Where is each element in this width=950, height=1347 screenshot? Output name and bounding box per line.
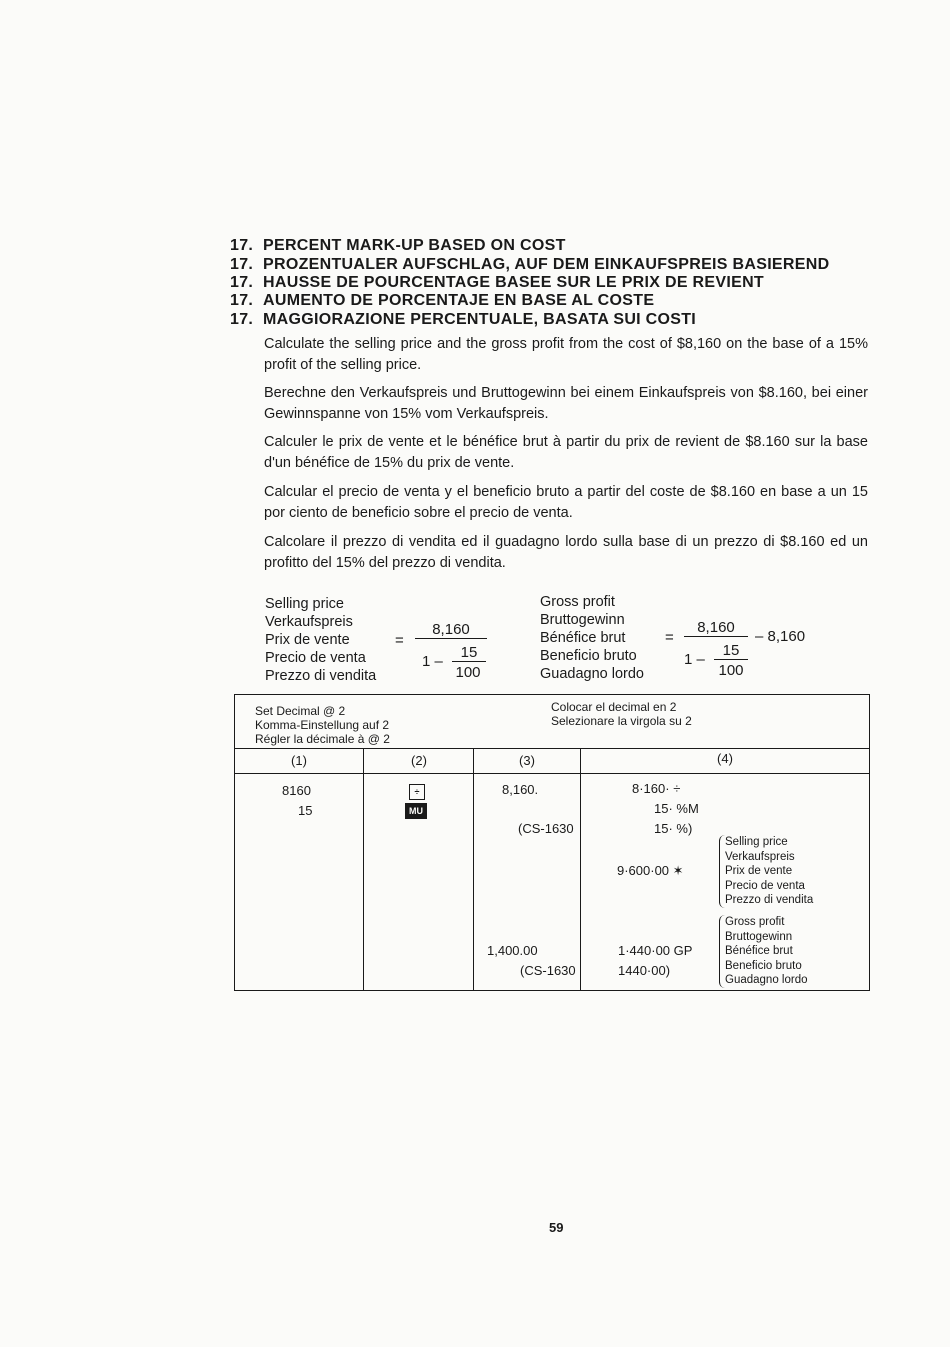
paragraph-es: Calcular el precio de venta y el beneficio bruto a partir del coste de $8.160 en base a un 15 por ciento de beneficio sobre el precio de venta.: [264, 484, 868, 521]
column-header: (4): [717, 751, 733, 766]
selling-numerator: 8,160: [415, 621, 487, 639]
setup-line: Komma-Einstellung auf 2: [255, 718, 390, 732]
printout-line: 15· %M: [654, 801, 699, 816]
setup-line: Régler la décimale à @ 2: [255, 732, 390, 746]
formula-label: Prix de vente: [265, 632, 350, 648]
column-header: (2): [411, 753, 427, 768]
table-divider: [234, 748, 870, 749]
display-value: 1,400.00: [487, 943, 538, 958]
table-divider: [473, 748, 474, 990]
printout-line: 15· %): [654, 821, 693, 836]
table-border: [234, 990, 870, 991]
brace-label: Bruttogewinn: [725, 930, 793, 943]
printout-line: 1440·00): [618, 963, 671, 978]
paragraph-fr: Calculer le prix de vente et le bénéfice brut à partir du prix de revient de $8.160 sur la base d'un bénéfice de 15% du prix de vente.: [264, 434, 868, 471]
printout-line: 8·160· ÷: [632, 781, 681, 796]
heading-fr: 17. HAUSSE DE POURCENTAGE BASEE SUR LE PRIX DE REVIENT: [230, 274, 764, 291]
brace-label: Bénéfice brut: [725, 945, 793, 957]
printout-line: 1·440·00 GP: [618, 943, 693, 958]
heading-en: 17. PERCENT MARK-UP BASED ON COST: [230, 237, 566, 254]
column-header: (1): [291, 753, 307, 768]
table-divider: [363, 748, 364, 990]
formula-label: Bénéfice brut: [540, 630, 626, 646]
gross-equals: =: [665, 629, 674, 646]
table-divider: [234, 773, 870, 774]
heading-it: 17. MAGGIORAZIONE PERCENTUALE, BASATA SUI COSTI: [230, 311, 697, 328]
brace-label: Prezzo di vendita: [725, 894, 814, 906]
selling-price-brace: [719, 835, 865, 908]
gross-one-minus: 1 –: [684, 651, 705, 668]
entry-value: 15: [298, 803, 313, 818]
printout-line: 9·600·00 ✶: [617, 863, 684, 878]
display-model-note: (CS-1630: [520, 963, 576, 978]
display-model-note: (CS-1630: [518, 821, 574, 836]
brace-label: Gross profit: [725, 916, 785, 928]
gross-minus-term: – 8,160: [755, 628, 806, 645]
formula-label: Gross profit: [540, 594, 615, 610]
formula-label: Beneficio bruto: [540, 648, 637, 664]
brace-label: Guadagno lordo: [725, 974, 808, 986]
selling-pct-den: 100: [455, 664, 481, 681]
selling-price-labels: [265, 595, 376, 685]
gross-pct-num: 15: [714, 642, 748, 660]
formula-label: Verkaufspreis: [265, 614, 353, 630]
brace-label: Beneficio bruto: [725, 959, 802, 972]
table-border: [869, 694, 870, 991]
paragraph-de: Berechne den Verkaufspreis und Bruttogewinn bei einem Einkaufspreis von $8.160, bei einer Gewinnspanne von 15% vom Verkaufspreis.: [264, 385, 868, 422]
formula-label: Guadagno lordo: [540, 666, 644, 682]
gross-pct-den: 100: [718, 662, 744, 679]
table-border: [234, 694, 235, 991]
gross-profit-labels: [540, 593, 644, 683]
table-divider: [580, 748, 581, 990]
brace-label: Precio de venta: [725, 879, 805, 892]
table-border: [234, 694, 870, 695]
brace-label: Verkaufspreis: [725, 850, 795, 863]
heading-de: 17. PROZENTUALER AUFSCHLAG, AUF DEM EINKAUFSPREIS BASIEREND: [230, 256, 830, 273]
selling-pct-num: 15: [452, 644, 486, 662]
formula-label: Selling price: [265, 596, 344, 612]
markup-key-icon: MU: [405, 801, 427, 819]
setup-right: [551, 700, 692, 728]
formula-label: Precio de venta: [265, 650, 366, 666]
selling-one-minus: 1 –: [422, 653, 443, 670]
formula-label: Prezzo di vendita: [265, 668, 377, 684]
formula-label: Bruttogewinn: [540, 612, 625, 628]
setup-line: Colocar el decimal en 2: [551, 700, 677, 714]
page-number: 59: [549, 1220, 564, 1235]
heading-es: 17. AUMENTO DE PORCENTAJE EN BASE AL COSTE: [230, 292, 655, 309]
gross-profit-brace: [719, 915, 865, 988]
gross-numerator: 8,160: [684, 619, 748, 637]
divide-key-icon: ÷: [409, 782, 425, 800]
paragraph-en: Calculate the selling price and the gross profit from the cost of $8,160 on the base of a 15% profit of the selling price.: [264, 336, 868, 373]
display-value: 8,160.: [502, 782, 539, 797]
entry-value: 8160: [282, 783, 311, 798]
brace-label: Selling price: [725, 836, 788, 848]
brace-label: Prix de vente: [725, 865, 793, 877]
paragraph-it: Calcolare il prezzo di vendita ed il guadagno lordo sulla base di un prezzo di $8.160 ed un profitto del 15% del prezzo di vendita.: [264, 534, 868, 571]
column-header: (3): [519, 753, 535, 768]
setup-left: [255, 704, 390, 746]
setup-line: Selezionare la virgola su 2: [551, 714, 692, 728]
setup-line: Set Decimal @ 2: [255, 704, 346, 718]
selling-equals: =: [395, 632, 404, 649]
